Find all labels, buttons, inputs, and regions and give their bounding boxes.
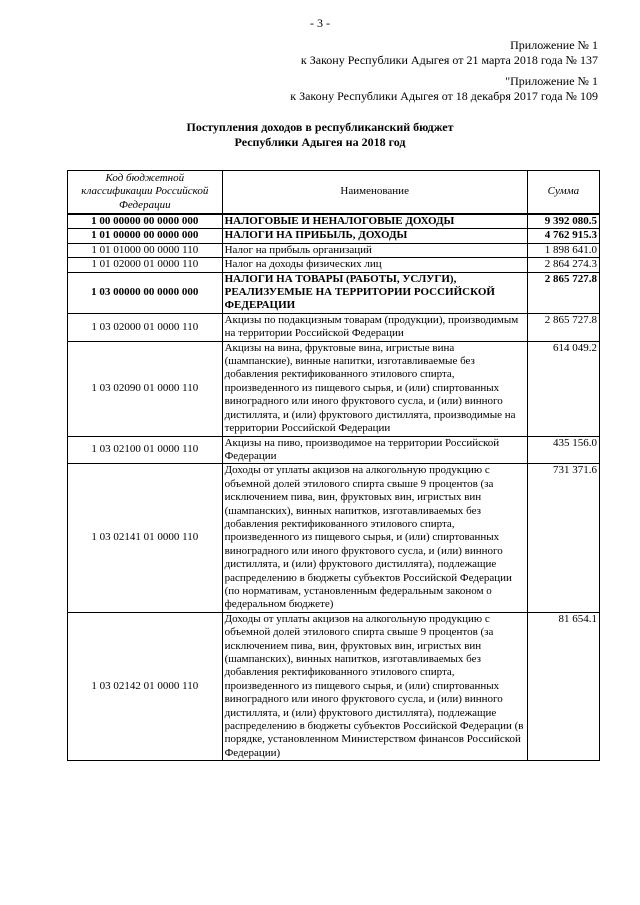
row-name: НАЛОГИ НА ПРИБЫЛЬ, ДОХОДЫ xyxy=(222,229,527,243)
row-sum: 9 392 080.5 xyxy=(527,214,599,229)
table-row xyxy=(68,313,600,341)
header-sum: Сумма xyxy=(527,171,599,215)
row-name: НАЛОГОВЫЕ И НЕНАЛОГОВЫЕ ДОХОДЫ xyxy=(222,214,527,229)
row-name: Налог на прибыль организаций xyxy=(222,243,527,257)
document-title xyxy=(0,120,640,150)
row-code: 1 01 02000 01 0000 110 xyxy=(68,258,223,272)
row-sum: 2 865 727.8 xyxy=(527,272,599,313)
row-name: Акцизы на пиво, производимое на территории Российской Федерации xyxy=(222,436,527,464)
table-row xyxy=(68,272,600,313)
row-code: 1 03 02000 01 0000 110 xyxy=(68,313,223,341)
row-code: 1 03 02100 01 0000 110 xyxy=(68,436,223,464)
row-name: Налог на доходы физических лиц xyxy=(222,258,527,272)
row-sum: 2 865 727.8 xyxy=(527,313,599,341)
row-sum: 435 156.0 xyxy=(527,436,599,464)
row-code: 1 03 00000 00 0000 000 xyxy=(68,272,223,313)
table-row xyxy=(68,258,600,272)
revenue-table xyxy=(67,170,600,761)
title-line: Республики Адыгея на 2018 год xyxy=(234,135,406,149)
row-name: Акцизы по подакцизным товарам (продукции), производимым на территории Российской Федерации xyxy=(222,313,527,341)
row-sum: 614 049.2 xyxy=(527,341,599,436)
table-row xyxy=(68,436,600,464)
row-name: Акцизы на вина, фруктовые вина, игристые вина (шампанские), винные напитки, изготавливаемые без добавления ректификованного этилового спирта, произведенного из пищевого сырья, и (или) спиртованных виноградного или иного фруктового сусла, и (или) винного дистиллята, и (или) фруктового дистиллята, производимые на территории Российской Федерации xyxy=(222,341,527,436)
page-number: - 3 - xyxy=(310,16,330,30)
row-name: Доходы от уплаты акцизов на алкогольную продукцию с объемной долей этилового спирта свыше 9 процентов (за исключением пива, вин, фруктовых вин, игристых вин (шампанских), винных напитков, изготавливаемых без добавления ректификованного этилового спирта, произведенного из пищевого сырья, и (или) спиртованных виноградного или иного фруктового сусла, и (или) винного дистиллята, и (или) фруктового дистиллята), подлежащие распределению в бюджеты субъектов Российской Федерации (по нормативам, установленным федеральным законом о федеральном бюджете) xyxy=(222,464,527,612)
appendix-law-ref: к Закону Республики Адыгея от 21 марта 2018 года № 137 xyxy=(300,53,598,67)
appendix-reference-new xyxy=(301,38,598,68)
row-name: НАЛОГИ НА ТОВАРЫ (РАБОТЫ, УСЛУГИ), РЕАЛИЗУЕМЫЕ НА ТЕРРИТОРИИ РОССИЙСКОЙ ФЕДЕРАЦИИ xyxy=(222,272,527,313)
row-name: Доходы от уплаты акцизов на алкогольную продукцию с объемной долей этилового спирта свыше 9 процентов (за исключением пива, вин, фруктовых вин, игристых вин (шампанских), винных напитков, изготавливаемых без добавления ректификованного этилового спирта, произведенного из пищевого сырья, и (или) спиртованных виноградного или иного фруктового сусла, и (или) винного дистиллята, и (или) фруктового дистиллята), подлежащие распределению в бюджеты субъектов Российской Федерации (в порядке, установленном Министерством финансов Российской Федерации) xyxy=(222,612,527,760)
table-row xyxy=(68,464,600,612)
table-row xyxy=(68,341,600,436)
row-code: 1 01 01000 00 0000 110 xyxy=(68,243,223,257)
table-row xyxy=(68,612,600,760)
table-row xyxy=(68,229,600,243)
table-header-row xyxy=(68,171,600,215)
appendix-reference-old xyxy=(290,74,598,104)
row-code: 1 03 02090 01 0000 110 xyxy=(68,341,223,436)
appendix-title: Приложение № 1 xyxy=(510,38,598,52)
title-line: Поступления доходов в республиканский бюджет xyxy=(186,120,454,134)
appendix-title: "Приложение № 1 xyxy=(505,74,598,88)
row-sum: 731 371.6 xyxy=(527,464,599,612)
row-sum: 81 654.1 xyxy=(527,612,599,760)
table-row xyxy=(68,243,600,257)
table-row xyxy=(68,214,600,229)
row-code: 1 01 00000 00 0000 000 xyxy=(68,229,223,243)
header-code: Код бюджетной классификации Российской Федерации xyxy=(68,171,223,215)
row-sum: 1 898 641.0 xyxy=(527,243,599,257)
row-code: 1 03 02141 01 0000 110 xyxy=(68,464,223,612)
row-code: 1 03 02142 01 0000 110 xyxy=(68,612,223,760)
appendix-law-ref: к Закону Республики Адыгея от 18 декабря 2017 года № 109 xyxy=(290,89,598,103)
row-sum: 2 864 274.3 xyxy=(527,258,599,272)
row-code: 1 00 00000 00 0000 000 xyxy=(68,214,223,229)
header-name: Наименование xyxy=(222,171,527,215)
row-sum: 4 762 915.3 xyxy=(527,229,599,243)
